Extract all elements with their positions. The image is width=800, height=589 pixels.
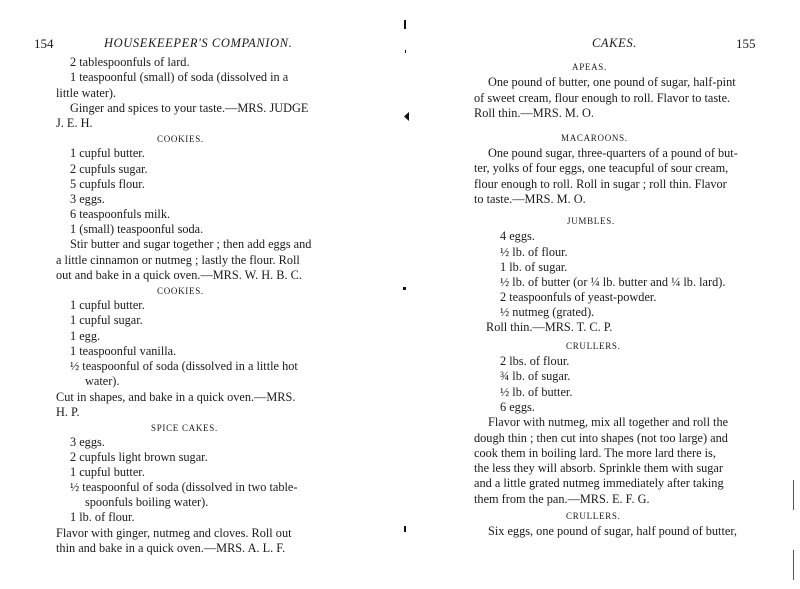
text-line: 3 eggs. — [70, 435, 105, 449]
text-line: 1 cupful butter. — [70, 146, 145, 160]
text-line: 6 eggs. — [500, 400, 535, 414]
text-line: J. E. H. — [56, 116, 93, 130]
text-line: ½ teaspoonful of soda (dissolved in a little hot — [70, 359, 298, 373]
section-heading: MACAROONS. — [561, 133, 628, 143]
running-head-left: HOUSEKEEPER'S COMPANION. — [104, 36, 293, 50]
text-line: ½ lb. of butter. — [500, 385, 573, 399]
text-line: of sweet cream, flour enough to roll. Flavor to taste. — [474, 91, 731, 105]
text-line: 2 tablespoonfuls of lard. — [70, 55, 190, 69]
text-line: 2 cupfuls sugar. — [70, 162, 148, 176]
page-edge-mark — [793, 550, 794, 580]
text-line: water). — [85, 374, 120, 388]
text-line: One pound of butter, one pound of sugar, half-pint — [488, 75, 736, 89]
page-number-right: 155 — [736, 36, 756, 51]
text-line: Cut in shapes, and bake in a quick oven.—MRS. — [56, 390, 296, 404]
page-number-left: 154 — [34, 36, 54, 51]
running-head-right: CAKES. — [592, 36, 637, 50]
text-line: 1 cupful butter. — [70, 298, 145, 312]
text-line: 1 lb. of flour. — [70, 510, 135, 524]
text-line: dough thin ; then cut into shapes (not too large) and — [474, 431, 728, 445]
section-heading: CRULLERS. — [566, 341, 621, 351]
text-line: One pound sugar, three-quarters of a pound of but- — [488, 146, 738, 160]
text-line: Flavor with ginger, nutmeg and cloves. Roll out — [56, 526, 292, 540]
page-edge-mark — [793, 480, 794, 510]
section-heading: CRULLERS. — [566, 511, 621, 521]
text-line: 1 cupful sugar. — [70, 313, 143, 327]
text-line: and a little grated nutmeg immediately after taking — [474, 476, 724, 490]
text-line: cook them in boiling lard. The more lard there is, — [474, 446, 716, 460]
text-line: Roll thin.—MRS. T. C. P. — [486, 320, 613, 334]
text-line: 1 teaspoonful (small) of soda (dissolved in a — [70, 70, 289, 84]
text-line: 4 eggs. — [500, 229, 535, 243]
text-line: 6 teaspoonfuls milk. — [70, 207, 171, 221]
section-heading: SPICE CAKES. — [151, 423, 218, 433]
text-line: ter, yolks of four eggs, one teacupful of sour cream, — [474, 161, 729, 175]
text-line: 2 teaspoonfuls of yeast-powder. — [500, 290, 657, 304]
text-line: 1 cupful butter. — [70, 465, 145, 479]
text-line: a little cinnamon or nutmeg ; lastly the flour. Roll — [56, 253, 300, 267]
text-line: ½ nutmeg (grated). — [500, 305, 595, 319]
text-line: 2 lbs. of flour. — [500, 354, 570, 368]
text-line: Flavor with nutmeg, mix all together and roll the — [488, 415, 729, 429]
text-line: 1 lb. of sugar. — [500, 260, 568, 274]
text-line: Six eggs, one pound of sugar, half pound of butter, — [488, 524, 738, 538]
text-line: to taste.—MRS. M. O. — [474, 192, 586, 206]
text-line: H. P. — [56, 405, 80, 419]
text-line: 1 teaspoonful vanilla. — [70, 344, 177, 358]
text-line: 3 eggs. — [70, 192, 105, 206]
text-line: ½ lb. of flour. — [500, 245, 568, 259]
text-line: Ginger and spices to your taste.—MRS. JUDGE — [70, 101, 309, 115]
text-line: 1 egg. — [70, 329, 101, 343]
section-heading: COOKIES. — [157, 286, 204, 296]
text-line: Stir butter and sugar together ; then add eggs and — [70, 237, 312, 251]
right-page — [400, 0, 800, 589]
text-line: 5 cupfuls flour. — [70, 177, 145, 191]
section-heading: JUMBLES. — [567, 216, 615, 226]
text-line: them from the pan.—MRS. E. F. G. — [474, 492, 650, 506]
text-line: Roll thin.—MRS. M. O. — [474, 106, 594, 120]
section-heading: APEAS. — [572, 62, 607, 72]
text-line: 2 cupfuls light brown sugar. — [70, 450, 208, 464]
text-line: ½ lb. of butter (or ¼ lb. butter and ¼ lb. lard). — [500, 275, 726, 289]
text-line: ½ teaspoonful of soda (dissolved in two table- — [70, 480, 298, 494]
text-line: spoonfuls boiling water). — [85, 495, 209, 509]
text-line: out and bake in a quick oven.—MRS. W. H. B. C. — [56, 268, 302, 282]
text-line: little water). — [56, 86, 117, 100]
text-line: thin and bake in a quick oven.—MRS. A. L. F. — [56, 541, 286, 555]
text-line: the less they will absorb. Sprinkle them with sugar — [474, 461, 723, 475]
text-line: 1 (small) teaspoonful soda. — [70, 222, 204, 236]
text-line: flour enough to roll. Roll in sugar ; roll thin. Flavor — [474, 177, 727, 191]
text-line: ¾ lb. of sugar. — [500, 369, 571, 383]
section-heading: COOKIES. — [157, 134, 204, 144]
